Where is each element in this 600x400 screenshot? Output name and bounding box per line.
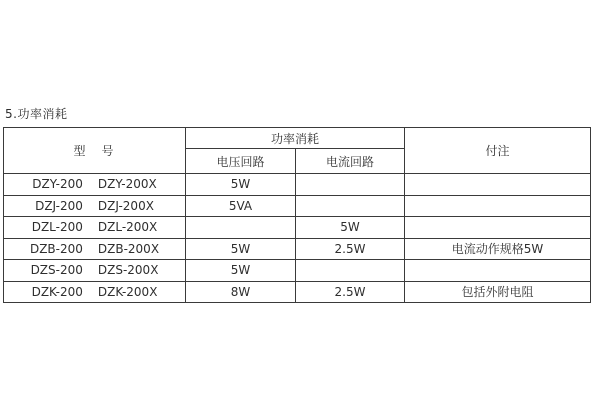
model-variant: DZL-200X [97, 220, 158, 235]
note-cell [405, 217, 591, 239]
table-row [4, 174, 591, 196]
col-header-power-group: 功率消耗 [186, 128, 405, 149]
voltage-cell: 5VA [186, 195, 296, 217]
model-cell [4, 174, 186, 196]
current-cell: 5W [296, 217, 405, 239]
voltage-cell: 5W [186, 260, 296, 282]
model-primary: DZJ-200 [35, 198, 83, 213]
model-primary: DZY-200 [32, 177, 83, 192]
table-row [4, 217, 591, 239]
note-cell [405, 260, 591, 282]
model-variant: DZK-200X [97, 284, 158, 299]
voltage-cell: 5W [186, 174, 296, 196]
note-cell [405, 195, 591, 217]
model-cell [4, 260, 186, 282]
section-title: 5.功率消耗 [5, 107, 68, 121]
col-header-model: 型 号 [4, 128, 186, 174]
model-primary: DZS-200 [30, 263, 83, 278]
model-variant: DZB-200X [97, 241, 160, 256]
col-header-current-circuit: 电流回路 [296, 149, 405, 174]
current-cell [296, 174, 405, 196]
model-primary: DZK-200 [31, 284, 83, 299]
model-cell [4, 217, 186, 239]
model-variant: DZY-200X [97, 177, 157, 192]
col-header-voltage-circuit: 电压回路 [186, 149, 296, 174]
current-cell [296, 195, 405, 217]
table-row [4, 195, 591, 217]
voltage-cell: 8W [186, 281, 296, 303]
note-cell [405, 174, 591, 196]
model-cell [4, 281, 186, 303]
header-row-top [4, 128, 591, 149]
col-header-notes: 付注 [405, 128, 591, 174]
model-cell [4, 195, 186, 217]
table-header [4, 128, 591, 174]
model-cell [4, 238, 186, 260]
model-primary: DZB-200 [29, 241, 83, 256]
voltage-cell: 5W [186, 238, 296, 260]
table-row [4, 238, 591, 260]
note-cell: 包括外附电阻 [405, 281, 591, 303]
power-consumption-table [3, 127, 591, 303]
current-cell: 2.5W [296, 238, 405, 260]
note-cell: 电流动作规格5W [405, 238, 591, 260]
model-variant: DZS-200X [97, 263, 159, 278]
voltage-cell [186, 217, 296, 239]
table-body [4, 174, 591, 303]
table-row [4, 260, 591, 282]
model-primary: DZL-200 [31, 220, 83, 235]
model-variant: DZJ-200X [97, 198, 154, 213]
current-cell: 2.5W [296, 281, 405, 303]
table-row [4, 281, 591, 303]
current-cell [296, 260, 405, 282]
